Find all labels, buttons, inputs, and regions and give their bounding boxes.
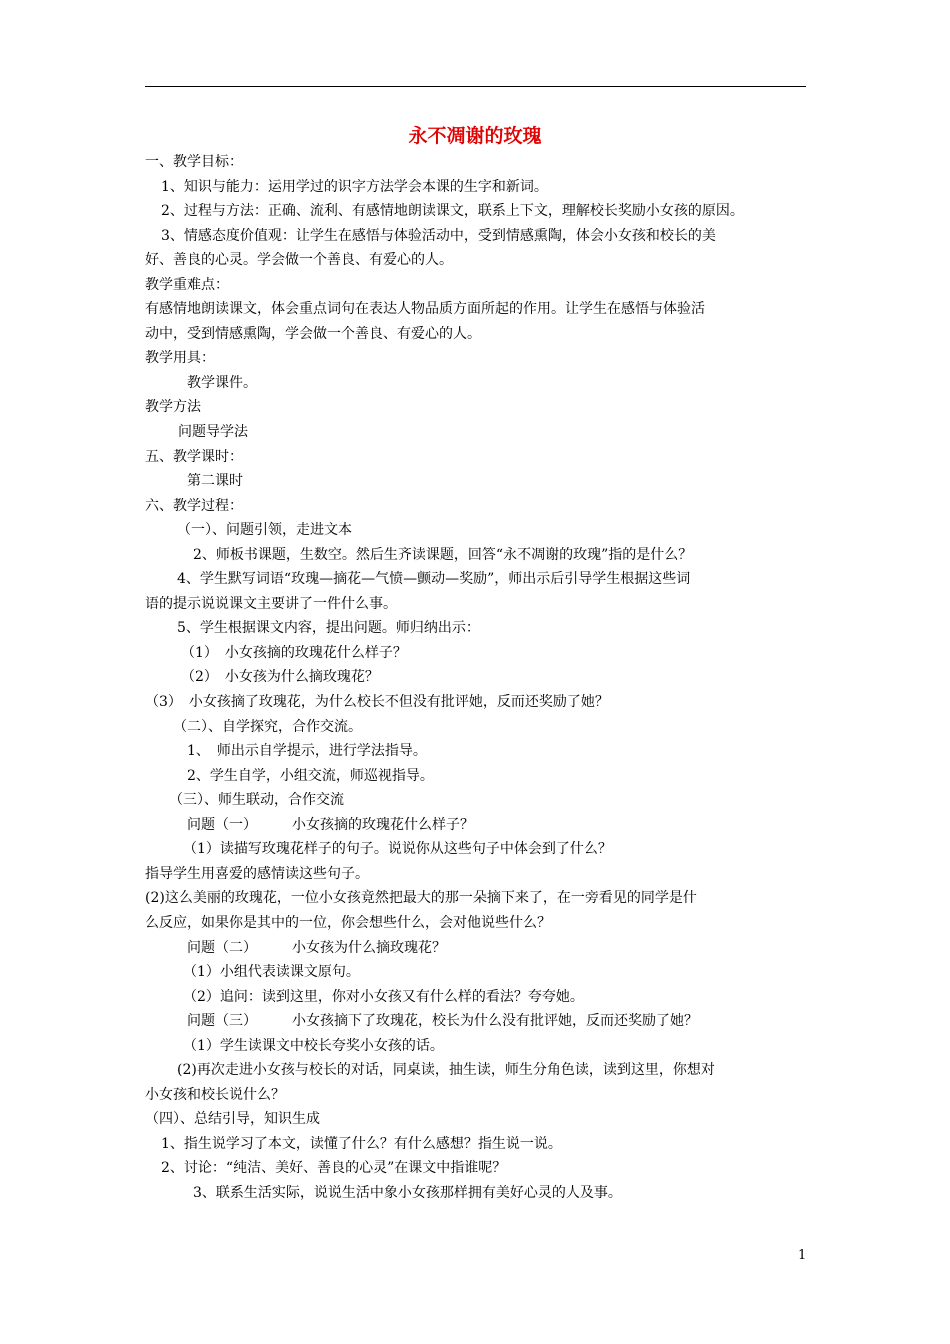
text-line: 1、指生说学习了本文，读懂了什么？有什么感想？指生说一说。 <box>161 1135 562 1152</box>
text-line: 4、学生默写词语“玫瑰—摘花—气愤—颤动—奖励”，师出示后引导学生根据这些词 <box>177 571 691 588</box>
text-line: 问题（三） 小女孩摘下了玫瑰花，校长为什么没有批评她，反而还奖励了她？ <box>187 1013 698 1030</box>
text-line: 问题（二） 小女孩为什么摘玫瑰花？ <box>187 939 446 956</box>
text-line: （二）、自学探究，合作交流。 <box>173 718 362 735</box>
text-line: 2、学生自学，小组交流，师巡视指导。 <box>187 767 434 784</box>
text-line: （一）、问题引领，走进文本 <box>177 522 352 539</box>
text-line: （1） 小女孩摘的玫瑰花什么样子？ <box>181 644 407 661</box>
text-line: 问题导学法 <box>178 424 248 441</box>
text-line: （2） 小女孩为什么摘玫瑰花？ <box>181 669 379 686</box>
text-line: （1）读描写玫瑰花样子的句子。说说你从这些句子中体会到了什么？ <box>183 841 612 858</box>
text-line: 动中，受到情感熏陶，学会做一个善良、有爱心的人。 <box>145 325 481 342</box>
text-line: （3） 小女孩摘了玫瑰花，为什么校长不但没有批评她，反而还奖励了她？ <box>145 694 609 711</box>
text-line: 教学课件。 <box>187 374 257 391</box>
text-line: 语的提示说说课文主要讲了一件什么事。 <box>145 595 397 612</box>
text-line: 有感情地朗读课文，体会重点词句在表达人物品质方面所起的作用。让学生在感悟与体验活 <box>145 301 705 318</box>
text-line: 3、情感态度价值观：让学生在感悟与体验活动中，受到情感熏陶，体会小女孩和校长的美 <box>161 227 716 244</box>
text-line: （2）追问：读到这里，你对小女孩又有什么样的看法？夸夸她。 <box>183 988 584 1005</box>
text-line: 教学重难点： <box>145 276 229 293</box>
text-line: 小女孩和校长说什么？ <box>145 1086 285 1103</box>
text-line: 2、讨论：“纯洁、美好、善良的心灵”在课文中指谁呢？ <box>161 1160 507 1177</box>
text-line: 一、教学目标： <box>145 154 243 170</box>
text-line: 2、师板书课题，生数空。然后生齐读课题，回答“永不凋谢的玫瑰”指的是什么？ <box>193 546 693 563</box>
text-line: 六、教学过程： <box>145 497 243 514</box>
text-line: （四）、总结引导，知识生成 <box>145 1111 320 1128</box>
text-line: 1、知识与能力：运用学过的识字方法学会本课的生字和新词。 <box>161 178 548 195</box>
document-title: 永不凋谢的玫瑰 <box>408 125 542 147</box>
text-line: （三）、师生联动，合作交流 <box>169 792 344 809</box>
text-line: (2)再次走进小女孩与校长的对话，同桌读，抽生读，师生分角色读，读到这里，你想对 <box>177 1062 715 1079</box>
text-line: （1）小组代表读课文原句。 <box>183 964 360 981</box>
text-line: 好、善良的心灵。学会做一个善良、有爱心的人。 <box>145 252 453 269</box>
page-number: 1 <box>798 1248 807 1263</box>
text-line: 第二课时 <box>187 473 243 490</box>
text-line: 问题（一） 小女孩摘的玫瑰花什么样子？ <box>187 816 474 833</box>
text-line: 指导学生用喜爱的感情读这些句子。 <box>145 865 369 882</box>
document-body <box>145 150 815 1206</box>
text-line: 教学用具： <box>145 350 215 367</box>
text-line: 1、 师出示自学提示，进行学法指导。 <box>187 743 427 760</box>
text-line: 3、联系生活实际，说说生活中象小女孩那样拥有美好心灵的人及事。 <box>193 1184 622 1201</box>
text-line: (2)这么美丽的玫瑰花，一位小女孩竟然把最大的那一朵摘下来了，在一旁看见的同学是什 <box>145 890 697 907</box>
text-line: 么反应，如果你是其中的一位，你会想些什么，会对他说些什么？ <box>145 914 551 931</box>
header-rule <box>145 86 806 87</box>
text-line: 五、教学课时： <box>145 448 243 465</box>
text-line: 2、过程与方法：正确、流利、有感情地朗读课文，联系上下文，理解校长奖励小女孩的原因。 <box>161 203 744 220</box>
text-line: 教学方法 <box>145 399 201 416</box>
text-line: 5、学生根据课文内容，提出问题。师归纳出示： <box>177 620 480 637</box>
text-line: （1）学生读课文中校长夸奖小女孩的话。 <box>183 1037 444 1054</box>
